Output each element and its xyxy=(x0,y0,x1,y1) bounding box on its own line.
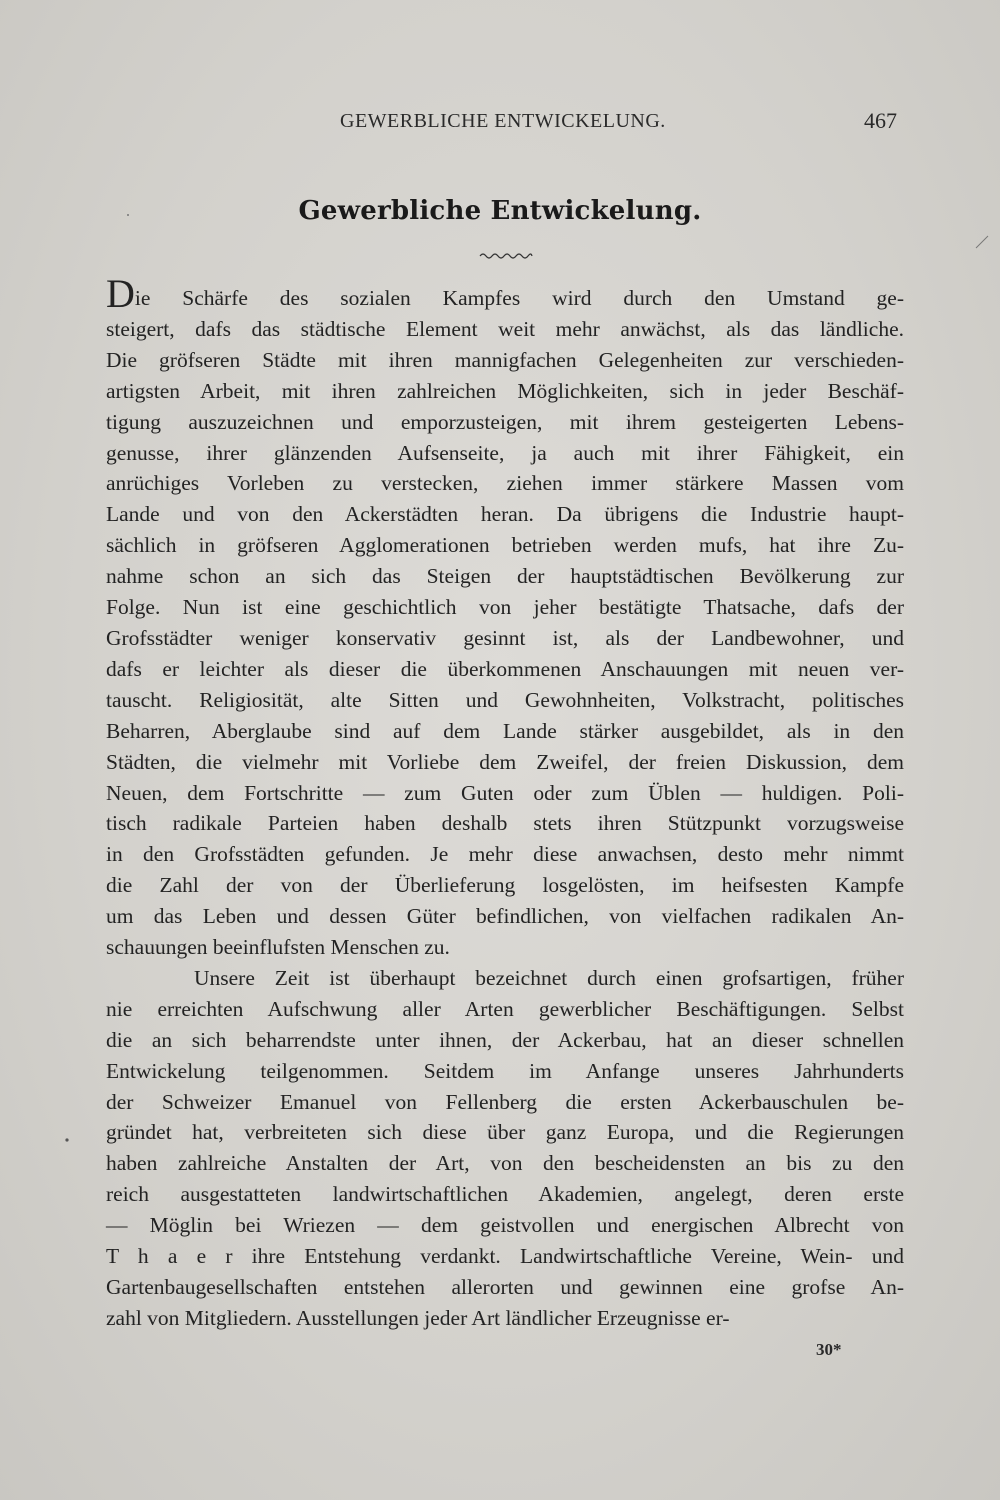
text-line-content: dafs er leichter als dieser die überkommenen Anschauungen mit neuen ver- xyxy=(106,656,904,681)
text-line xyxy=(106,654,904,685)
text-line xyxy=(106,1056,904,1087)
text-line xyxy=(106,530,904,561)
text-line xyxy=(106,870,904,901)
text-line xyxy=(106,1087,904,1118)
text-line-content: steigert, dafs das städtische Element weit mehr anwächst, als das ländliche. xyxy=(106,316,904,341)
text-line-content: tisch radikale Parteien haben deshalb stets ihren Stützpunkt vorzugsweise xyxy=(106,811,904,836)
text-line-content: artigsten Arbeit, mit ihren zahlreichen Möglichkeiten, sich in jeder Beschäf- xyxy=(106,378,904,403)
text-line xyxy=(106,901,904,932)
text-line-content: Städten, die vielmehr mit Vorliebe dem Zweifel, der freien Diskussion, dem xyxy=(106,749,904,774)
signature-mark: 30* xyxy=(816,1340,842,1359)
text-line xyxy=(106,407,904,438)
text-line xyxy=(106,747,904,778)
text-line xyxy=(106,561,904,592)
text-line xyxy=(106,963,904,994)
text-line-content: Gartenbaugesellschaften entstehen allerorten und gewinnen eine grofse An- xyxy=(106,1275,904,1299)
text-line-content: Neuen, dem Fortschritte — zum Guten oder zum Üblen — huldigen. Poli- xyxy=(106,780,904,805)
text-line xyxy=(106,592,904,623)
text-line-content: T h a e r ihre Entstehung verdankt. Landwirtschaftliche Vereine, Wein- und xyxy=(106,1244,904,1269)
text-line xyxy=(106,499,904,530)
text-line xyxy=(106,1303,904,1334)
text-line-content: Lande und von den Ackerstädten heran. Da übrigens die Industrie haupt- xyxy=(106,502,904,527)
text-line-content: tigung auszuzeichnen und emporzusteigen, mit ihrem gesteigerten Lebens- xyxy=(106,409,904,434)
text-line-content: ie Schärfe des sozialen Kampfes wird durch den Umstand ge- xyxy=(134,286,904,310)
text-line xyxy=(106,1272,904,1303)
text-line xyxy=(106,1179,904,1210)
text-line xyxy=(106,808,904,839)
running-head: GEWERBLICHE ENTWICKELUNG. xyxy=(340,110,666,132)
text-line-content: genusse, ihrer glänzenden Aufsenseite, ja auch mit ihrer Fähigkeit, ein xyxy=(106,440,904,465)
text-line-content: Folge. Nun ist eine geschichtlich von jeher bestätigte Thatsache, dafs der xyxy=(106,595,904,620)
text-line-content: Die gröfseren Städte mit ihren mannigfachen Gelegenheiten zur verschieden- xyxy=(106,347,904,372)
text-line xyxy=(106,271,904,316)
text-line-content: reich ausgestatteten landwirtschaftlichen Akademien, angelegt, deren erste xyxy=(106,1182,904,1207)
text-line xyxy=(106,716,904,747)
text-line-content: Beharren, Aberglaube sind auf dem Lande stärker ausgebildet, als in den xyxy=(106,718,904,743)
chapter-title: Gewerbliche Entwickelung. xyxy=(298,196,702,226)
text-line xyxy=(106,994,904,1025)
text-line-content: die Zahl der von der Überlieferung losgelösten, im heifsesten Kampfe xyxy=(106,873,904,898)
text-line xyxy=(106,932,904,963)
text-line xyxy=(106,778,904,809)
text-line-content: tauscht. Religiosität, alte Sitten und Gewohnheiten, Volkstracht, politisches xyxy=(106,687,904,712)
text-line xyxy=(106,376,904,407)
text-line xyxy=(106,1148,904,1179)
text-line-content: nahme schon an sich das Steigen der hauptstädtischen Bevölkerung zur xyxy=(106,564,904,589)
text-line-content: die an sich beharrendste unter ihnen, der Ackerbau, hat an dieser schnellen xyxy=(106,1027,904,1052)
text-line-content: der Schweizer Emanuel von Fellenberg die ersten Ackerbauschulen be- xyxy=(106,1089,904,1114)
text-line-content: sächlich in gröfseren Agglomerationen betrieben werden mufs, hat ihre Zu- xyxy=(106,533,904,558)
text-line xyxy=(106,438,904,469)
text-line-content: schauungen beeinflufsten Menschen zu. xyxy=(106,935,450,960)
text-line-content: Entwickelung teilgenommen. Seitdem im Anfange unseres Jahrhunderts xyxy=(106,1058,904,1083)
text-line xyxy=(106,839,904,870)
text-line xyxy=(106,1241,904,1272)
title-ornament-icon xyxy=(478,250,534,262)
text-line-content: zahl von Mitgliedern. Ausstellungen jeder Art ländlicher Erzeugnisse er- xyxy=(106,1305,730,1330)
text-line-content: in den Grofsstädten gefunden. Je mehr diese anwachsen, desto mehr nimmt xyxy=(106,842,904,867)
text-line-content: Unsere Zeit ist überhaupt bezeichnet durch einen grofsartigen, früher xyxy=(194,965,904,990)
text-line-content: Grofsstädter weniger konservativ gesinnt ist, als der Landbewohner, und xyxy=(106,625,904,650)
text-line xyxy=(106,468,904,499)
text-line xyxy=(106,345,904,376)
body-text xyxy=(106,271,904,1334)
text-line xyxy=(106,623,904,654)
text-line-content: nie erreichten Aufschwung aller Arten gewerblicher Beschäftigungen. Selbst xyxy=(106,996,904,1021)
text-line-content: anrüchiges Vorleben zu verstecken, ziehen immer stärkere Massen vom xyxy=(106,471,904,496)
text-line-content: gründet hat, verbreiteten sich diese über ganz Europa, und die Regierungen xyxy=(106,1120,904,1145)
text-line xyxy=(106,314,904,345)
text-line-content: haben zahlreiche Anstalten der Art, von den bescheidensten an bis zu den xyxy=(106,1151,904,1176)
text-line-content: — Möglin bei Wriezen — dem geistvollen und energischen Albrecht von xyxy=(106,1213,904,1238)
text-line xyxy=(106,1025,904,1056)
text-line-content: um das Leben und dessen Güter befindlichen, von vielfachen radikalen An- xyxy=(106,904,904,929)
page-number: 467 xyxy=(864,108,897,133)
text-line xyxy=(106,1117,904,1148)
text-line xyxy=(106,1210,904,1241)
drop-cap: D xyxy=(106,271,135,316)
text-line xyxy=(106,685,904,716)
